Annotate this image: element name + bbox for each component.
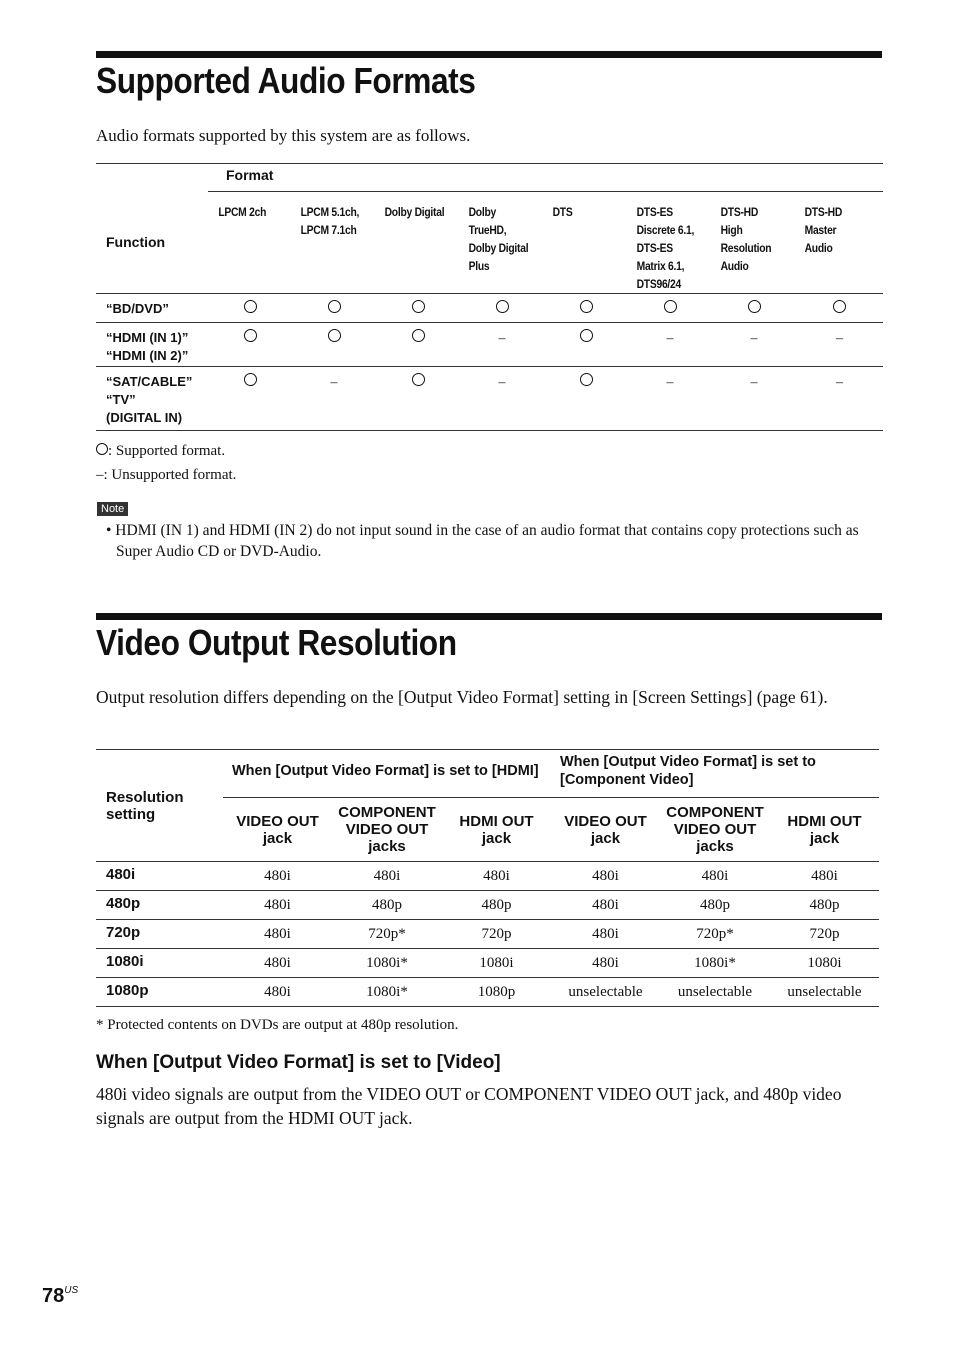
supported-circle-icon [292,294,376,323]
table-cell: 480i [770,862,879,891]
table-cell: 480i [660,862,770,891]
col-header: VIDEO OUT jack [236,812,319,847]
col-header: COMPONENT VIDEO OUT jacks [666,804,764,855]
format-col: DTS [552,205,573,219]
table-cell: 480i [442,862,551,891]
video-intro: Output resolution differs depending on the [Output Video Format] setting in [Screen Settings] (page 61). [96,687,828,707]
col-header: COMPONENT VIDEO OUT jacks [338,804,436,855]
table-cell: 720p* [332,920,442,949]
table-cell: 480i [551,920,660,949]
dash-mark: – [750,331,758,346]
dash-mark: – [498,331,506,346]
format-col: DTS-HD Master Audio [804,205,843,255]
table-row [96,891,879,920]
audio-format-table [96,163,883,431]
footnote: * Protected contents on DVDs are output at 480p resolution. [96,1017,459,1033]
supported-circle-icon [208,367,292,431]
supported-circle-icon [292,323,376,367]
circle-icon [580,373,593,386]
section-title-video: Video Output Resolution [96,622,457,663]
format-col: DTS-ES Discrete 6.1, DTS-ES Matrix 6.1, DTS96/24 [636,205,695,291]
circle-icon [412,329,425,342]
table-cell: 480i [551,949,660,978]
legend-unsupported: –: Unsupported format. [96,467,237,483]
table-cell: 480i [223,949,332,978]
dash-mark: – [666,375,674,390]
circle-icon [244,300,257,313]
resolution-label: 480p [96,891,223,920]
table-cell: 1080i* [332,978,442,1007]
format-col: Dolby Digital [384,205,445,219]
group-header-hdmi: When [Output Video Format] is set to [HDMI] [223,750,551,798]
table-cell: 480i [551,862,660,891]
table-cell: unselectable [770,978,879,1007]
circle-icon [580,300,593,313]
table-cell: 480i [223,862,332,891]
col-header: HDMI OUT jack [787,812,862,847]
unsupported-dash [292,367,376,431]
table-cell: 480p [770,891,879,920]
circle-icon [748,300,761,313]
table-cell: unselectable [551,978,660,1007]
col-header: HDMI OUT jack [459,812,534,847]
supported-circle-icon [544,323,628,367]
row-label: “SAT/CABLE” “TV” (DIGITAL IN) [96,367,208,431]
unsupported-dash [628,367,712,431]
table-cell: 1080i [442,949,551,978]
circle-icon [833,300,846,313]
group-header-component: When [Output Video Format] is set to [Component Video] [551,750,879,798]
supported-circle-icon [712,294,796,323]
audio-intro: Audio formats supported by this system are as follows. [96,126,471,145]
circle-icon [244,329,257,342]
table-cell: 1080i [770,949,879,978]
table-cell: 1080i* [332,949,442,978]
section-rule [96,613,882,620]
row-label: “HDMI (IN 1)” “HDMI (IN 2)” [96,323,208,367]
function-header: Function [96,164,208,294]
resolution-header: Resolution setting [106,788,184,823]
table-cell: 480i [332,862,442,891]
unsupported-dash [460,367,544,431]
table-row [96,920,879,949]
subsection-text: 480i video signals are output from the VIDEO OUT or COMPONENT VIDEO OUT jack, and 480p video signals are output from the HDMI OUT jack. [96,1084,842,1128]
section-title-audio: Supported Audio Formats [96,60,476,101]
subsection-title: When [Output Video Format] is set to [Video] [96,1052,501,1073]
circle-icon [412,300,425,313]
table-cell: 480i [223,978,332,1007]
table-row [96,949,879,978]
supported-circle-icon [796,294,883,323]
dash-mark: – [836,331,843,346]
table-cell: 1080i* [660,949,770,978]
supported-circle-icon [208,323,292,367]
table-cell: 480p [332,891,442,920]
table-cell: 720p [442,920,551,949]
dash-mark: – [666,331,674,346]
legend-supported: : Supported format. [96,440,225,463]
video-resolution-table [96,749,879,1007]
supported-circle-icon [544,367,628,431]
table-cell: 480i [223,920,332,949]
dash-mark: – [836,375,843,390]
circle-icon [580,329,593,342]
format-col: LPCM 5.1ch, LPCM 7.1ch [300,205,360,237]
row-label: “BD/DVD” [96,294,208,323]
dash-mark: – [498,375,506,390]
supported-circle-icon [628,294,712,323]
unsupported-dash [712,367,796,431]
table-cell: unselectable [660,978,770,1007]
circle-icon [244,373,257,386]
circle-icon [328,329,341,342]
circle-icon [328,300,341,313]
supported-circle-icon [208,294,292,323]
note-badge: Note [97,502,128,516]
resolution-label: 1080p [96,978,223,1007]
table-cell: 1080p [442,978,551,1007]
format-col: LPCM 2ch [218,205,267,219]
unsupported-dash [796,367,883,431]
section-rule [96,51,882,58]
table-cell: 480p [660,891,770,920]
col-header: VIDEO OUT jack [564,812,647,847]
format-header: Format [208,164,883,192]
table-cell: 720p* [660,920,770,949]
format-col: DTS-HD High Resolution Audio [720,205,772,273]
unsupported-dash [712,323,796,367]
supported-circle-icon [376,294,460,323]
dash-mark: – [330,375,338,390]
supported-circle-icon [376,323,460,367]
unsupported-dash [796,323,883,367]
resolution-label: 480i [96,862,223,891]
supported-circle-icon [376,367,460,431]
supported-circle-icon [460,294,544,323]
page-number: $78^{US}$ [42,1285,79,1307]
note-text: • HDMI (IN 1) and HDMI (IN 2) do not input sound in the case of an audio format that contains copy protections such as Super Audio CD or DVD-Audio. [106,522,859,560]
unsupported-dash [460,323,544,367]
table-row [96,862,879,891]
table-cell: 480i [223,891,332,920]
circle-icon [412,373,425,386]
table-cell: 720p [770,920,879,949]
resolution-label: 720p [96,920,223,949]
format-col: Dolby TrueHD, Dolby Digital Plus [468,205,529,273]
dash-mark: – [750,375,758,390]
circle-icon [664,300,677,313]
supported-circle-icon [544,294,628,323]
unsupported-dash [628,323,712,367]
circle-icon [96,443,108,455]
table-cell: 480p [442,891,551,920]
resolution-label: 1080i [96,949,223,978]
circle-icon [496,300,509,313]
table-cell: 480i [551,891,660,920]
table-row [96,978,879,1007]
